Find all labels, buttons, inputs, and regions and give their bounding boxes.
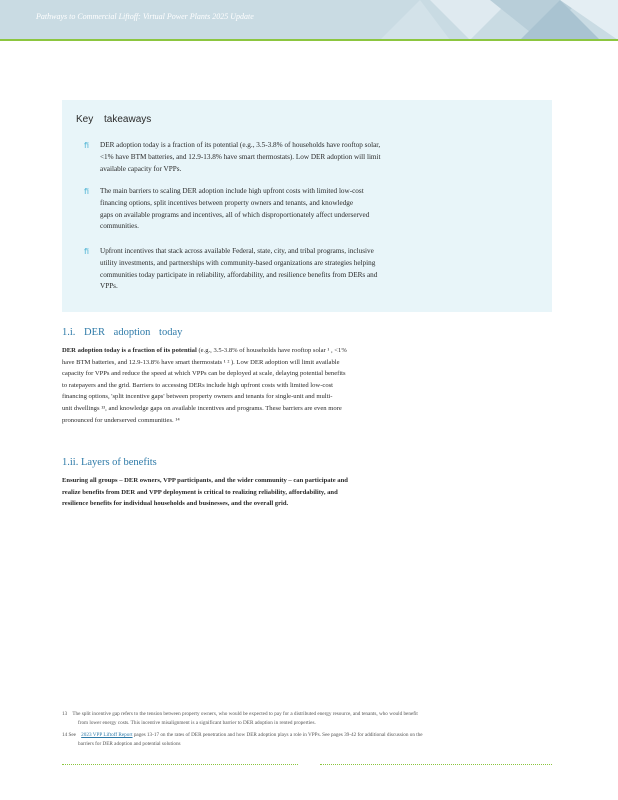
footer-rule-left [62,762,298,765]
footnote-14 [62,731,552,749]
bullet-icon: fi [84,141,90,150]
paragraph-line: financing options, 'split incentive gaps' between property owners and tenants for single-unit and multi- [62,393,333,401]
paragraph-line: capacity for VPPs and reduce the speed at which VPPs can be deployed at scale, delaying potential benefits [62,370,346,378]
footnote-text: pages 13-17 on the rates of DER penetration and how DER adoption plays a role in VPPs. See pages 39-42 for additional discussion on the [132,732,423,738]
bullet-line: <1% have BTM batteries, and 12.9-13.8% have smart thermostats). Low DER adoption will limit [100,152,381,161]
bullet-line: gaps on available programs and incentives, all of which disproportionately affect underserved [100,210,370,219]
running-header: Pathways to Commercial Liftoff: Virtual Power Plants 2025 Update [36,12,254,21]
bullet-line: utility investments, and partnerships with community-based organizations are strategies helping [100,258,376,267]
paragraph-line: resilience benefits for individual households and businesses, and the overall grid. [62,500,289,508]
bullet-line: available capacity for VPPs. [100,164,182,173]
footnote-13 [62,710,552,728]
bullet-line: financing options, split incentives between property owners and tenants, and knowledge [100,198,354,207]
footnote-text: The split incentive gap refers to the tension between property owners, who would be expected to pay for a distributed energy resource, and tenants, who would benefit [72,711,418,717]
bullet-line: VPPs. [100,282,118,291]
bullet-icon: fi [84,247,90,256]
section-1-paragraph [62,345,542,426]
paragraph-line: Ensuring all groups – DER owners, VPP participants, and the wider community – can participate and [62,477,348,484]
paragraph-line: have BTM batteries, and 12.9-13.8% have smart thermostats ¹ ² ). Low DER adoption will limit available [62,358,340,366]
takeaway-bullet [84,186,384,233]
paragraph-line: to ratepayers and the grid. Barriers to accessing DERs include high upfront costs with limited low-cost [62,381,334,389]
key-takeaways-title: Key takeaways [76,114,152,125]
bullet-line: DER adoption today is a fraction of its potential (e.g., 3.5-3.8% of households have rooftop solar, [100,141,381,149]
header-rule [0,39,618,41]
section-heading-der-adoption: 1.i. DER adoption today [62,327,183,338]
footnote-number: 13 [62,711,68,717]
takeaway-bullet [84,246,384,293]
paragraph-line: DER adoption today is a fraction of its potential (e.g., 3.5-3.8% of households have rooftop solar ¹ , <1% [62,347,347,354]
paragraph-line: unit dwellings ¹³, and knowledge gaps on available incentives and programs. These barriers are even more [62,404,342,412]
bullet-icon: fi [84,187,90,196]
footnote-text: barriers for DER adoption and potential solutions [78,741,181,747]
bullet-line: communities. [100,222,139,231]
key-takeaways-box [62,100,552,312]
footnote-text: from lower energy costs. This incentive misalignment is a significant barrier to DER adoption in rented properties. [78,720,316,726]
bullet-line: Upfront incentives that stack across available Federal, state, city, and tribal programs, inclusive [100,247,374,255]
takeaway-bullet [84,140,384,175]
footer-rule-right [320,762,552,765]
paragraph-line: realize benefits from DER and VPP deployment is critical to realizing reliability, affordability, and [62,488,338,496]
bullet-line: communities today participate in reliability, affordability, and resilience benefits from DERs and [100,270,378,279]
section-heading-layers-of-benefits: 1.ii. Layers of benefits [62,457,157,468]
report-link[interactable]: 2023 VPP Liftoff Report [81,732,133,738]
bullet-line: The main barriers to scaling DER adoption include high upfront costs with limited low-cost [100,187,364,195]
paragraph-line: pronounced for underserved communities. ¹⁴ [62,416,180,424]
footnote-number: 14 See [62,732,76,738]
section-2-paragraph [62,475,542,510]
page-header [0,0,618,40]
